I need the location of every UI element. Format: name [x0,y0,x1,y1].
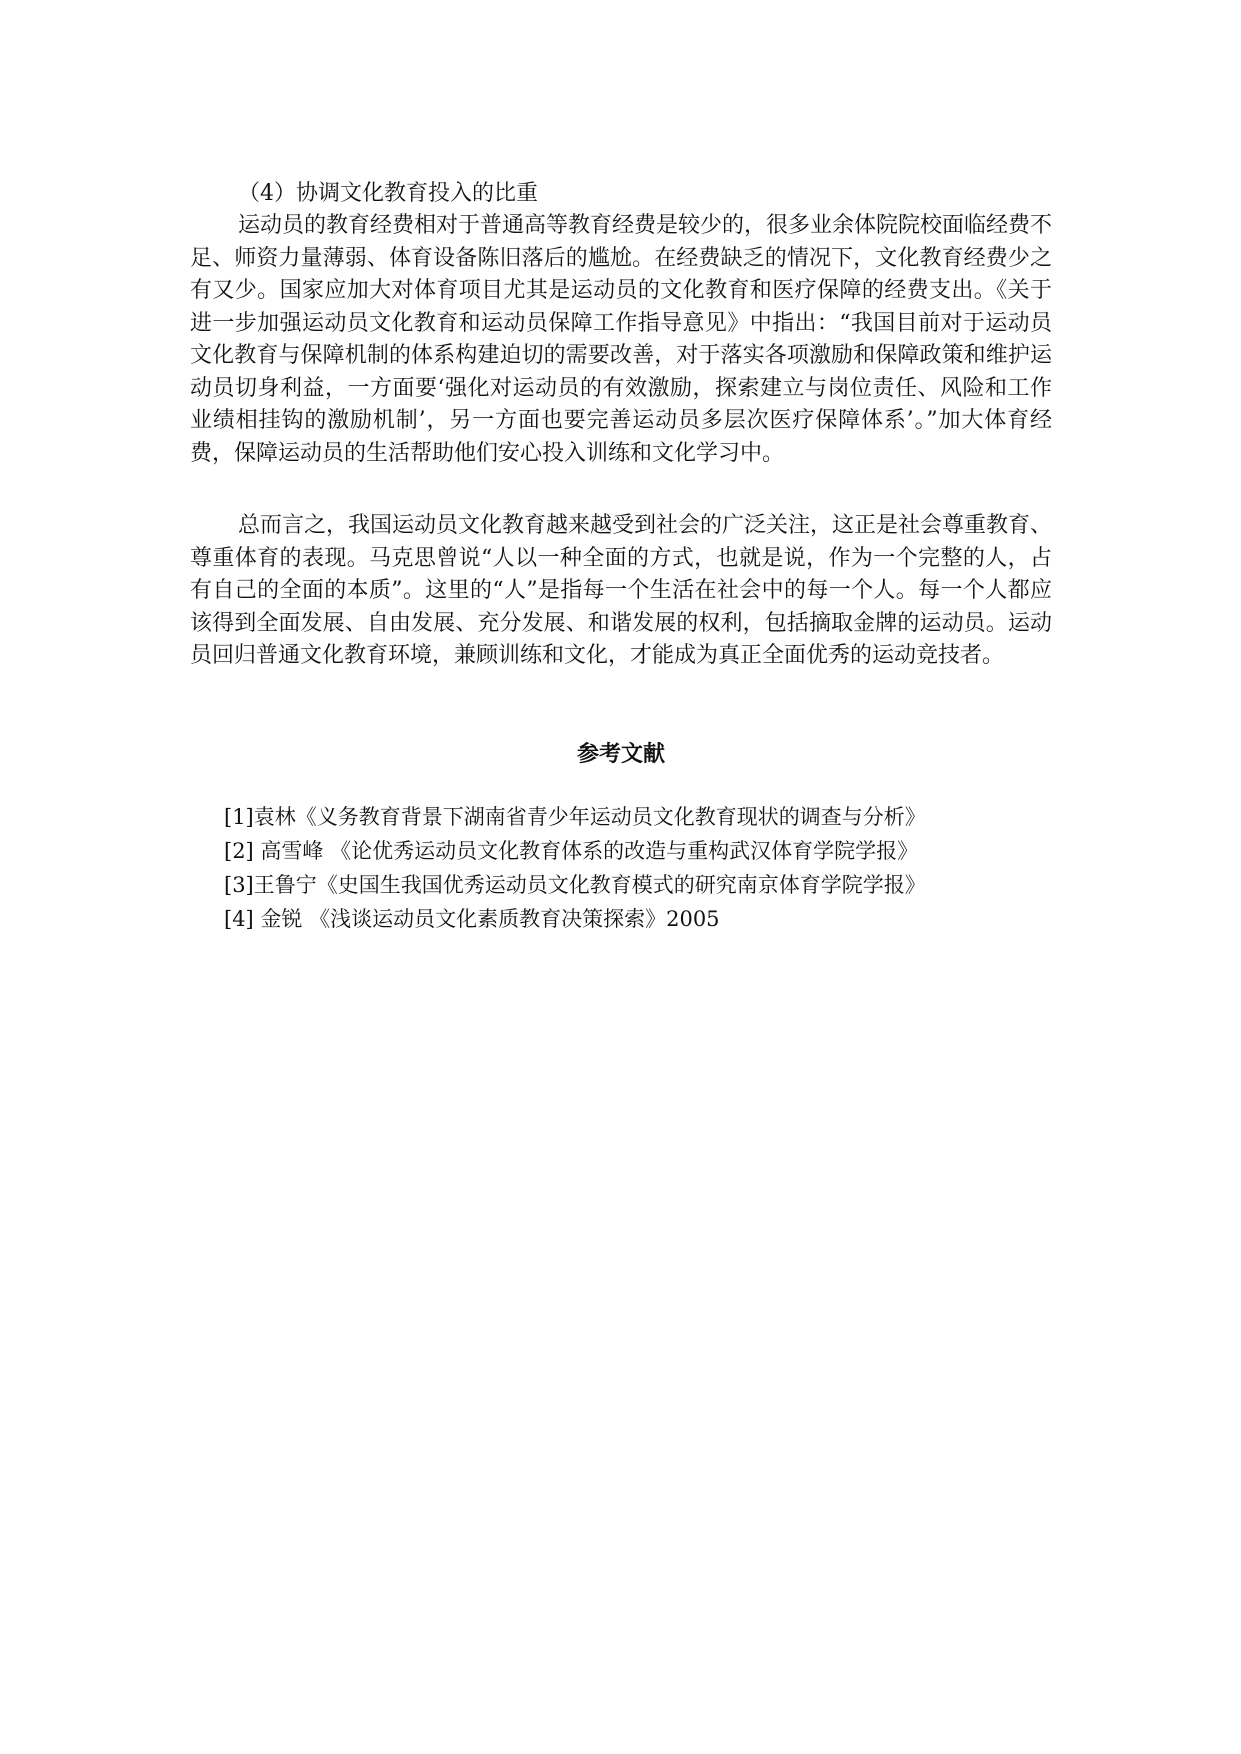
reference-item-2: [2] 高雪峰 《论优秀运动员文化教育体系的改造与重构武汉体育学院学报》 [224,838,919,863]
reference-item-3: [3]王鲁宁《史国生我国优秀运动员文化教育模式的研究南京体育学院学报》 [224,872,926,897]
references-title: 参考文献 [576,741,665,767]
reference-item-1: [1]袁林《义务教育背景下湖南省青少年运动员文化教育现状的调查与分析》 [224,804,926,829]
references-list [190,800,1052,936]
section-paragraph: 运动员的教育经费相对于普通高等教育经费是较少的，很多业余体院院校面临经费不足、师资力量薄弱、体育设备陈旧落后的尴尬。在经费缺乏的情况下，文化教育经费少之有又少。国家应加大对体育项目尤其是运动员的文化教育和医疗保障的经费支出。《关于进一步加强运动员文化教育和运动员保障工作指导意见》中指出：“我国目前对于运动员文化教育与保障机制的体系构建迫切的需要改善，对于落实各项激励和保障政策和维护运动员切身利益，一方面要‘强化对运动员的有效激励，探索建立与岗位责任、风险和工作业绩相挂钩的激励机制’，另一方面也要完善运动员多层次医疗保障体系’。”加大体育经费，保障运动员的生活帮助他们安心投入训练和文化学习中。 [190,213,1053,466]
section-heading: （4）协调文化教育投入的比重 [238,181,538,206]
page-content [190,178,1052,936]
reference-item-4: [4] 金锐 《浅谈运动员文化素质教育决策探索》2005 [224,906,720,931]
conclusion-paragraph: 总而言之，我国运动员文化教育越来越受到社会的广泛关注，这正是社会尊重教育、尊重体育的表现。马克思曾说“人以一种全面的方式，也就是说，作为一个完整的人，占有自己的全面的本质”。这里的“人”是指每一个生活在社会中的每一个人。每一个人都应该得到全面发展、自由发展、充分发展、和谐发展的权利，包括摘取金牌的运动员。运动员回归普通文化教育环境，兼顾训练和文化，才能成为真正全面优秀的运动竞技者。 [190,513,1053,668]
